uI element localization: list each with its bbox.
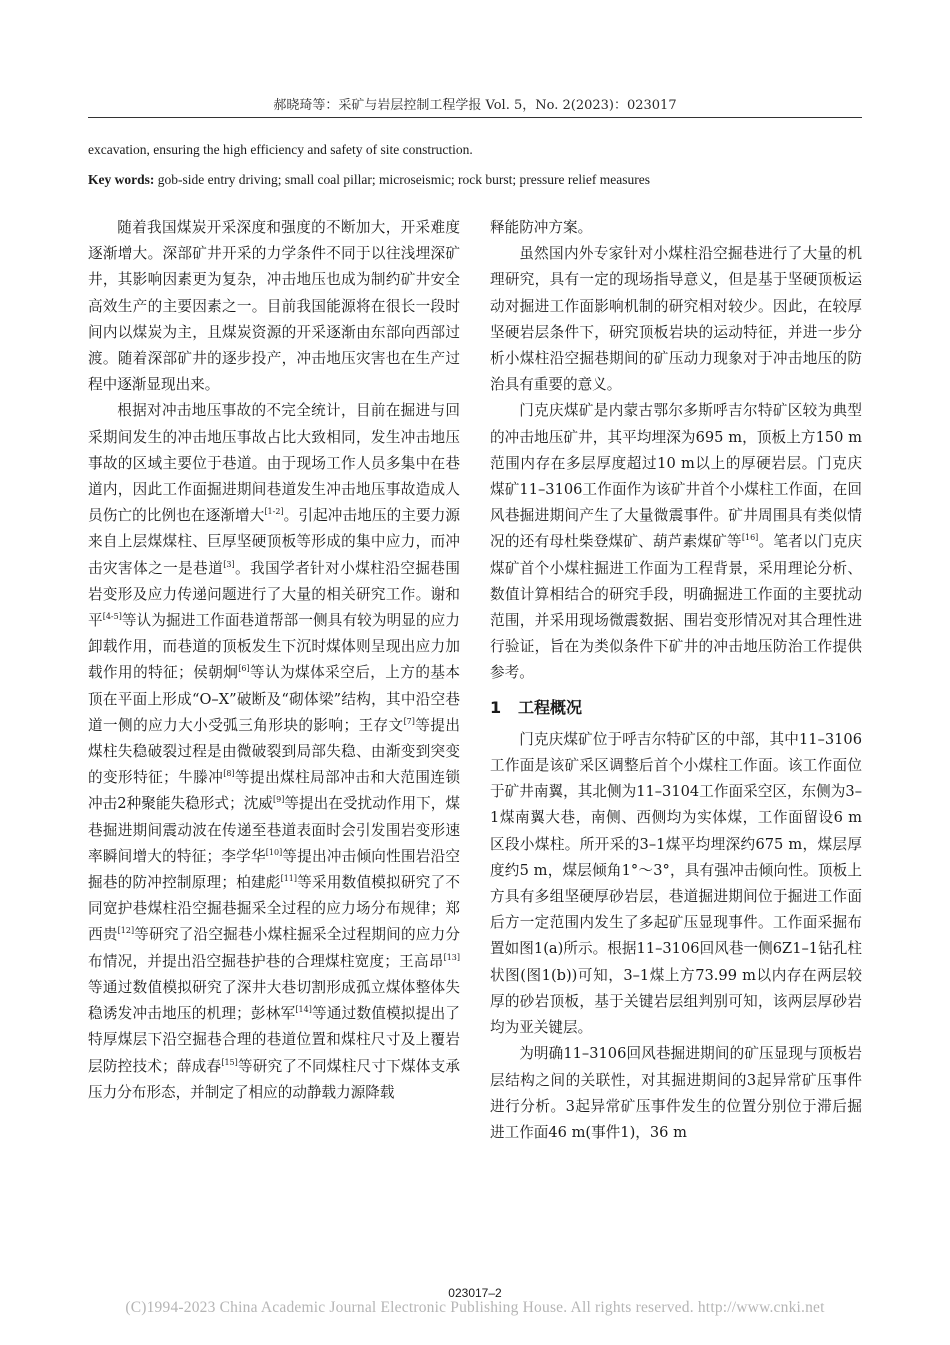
text-run: 等研究了不同煤柱尺寸下煤体支承压力分布形态，并制定了相应的动静载力源降载	[88, 1057, 460, 1101]
text-run: 等通过数值模拟研究了深井大巷切割形成孤立煤体整体失稳诱发冲击地压的机理；彭林军	[88, 978, 460, 1023]
text-run: 门克庆煤矿是内蒙古鄂尔多斯呼吉尔特矿区较为典型的冲击地压矿井，其平均埋深为695 m，顶板上方150 m范围内存在多层厚度超过10 m以上的厚硬岩层。门克庆煤矿11–3106工作面作为该矿井首个小煤柱工作面，在回风巷掘进期间产生了大量微震事件。矿井周围具有类似情况的还有母杜柴登煤矿、葫芦素煤矿等	[490, 402, 862, 551]
citation-ref[interactable]: [14]	[295, 1005, 312, 1015]
text-run: 等认为掘进工作面巷道帮部一侧具有较为明显的应力卸载作用，而巷道的顶板发生下沉时煤体则呈现出应力加载作用的特征；侯朝炯	[88, 612, 460, 682]
text-run: 。引起冲击地压的主要力源来自上层煤煤柱、巨厚坚硬顶板等形成的集中应力，而冲击灾害体之一是巷道	[88, 507, 460, 577]
keywords-label: Key words:	[88, 172, 155, 187]
citation-ref[interactable]: [13]	[443, 952, 460, 962]
abstract-tail: excavation, ensuring the high efficiency and safety of site construction.	[88, 142, 473, 157]
copyright-watermark: (C)1994-2023 China Academic Journal Electronic Publishing House. All rights reserved. http://www.cnki.net	[125, 1299, 825, 1316]
citation-ref[interactable]: [4-5]	[102, 612, 122, 622]
text-run: 等通过数值模拟提出了特厚煤层下沿空掘巷合理的巷道位置和煤柱尺寸及上覆岩层防控技术；薛成春	[88, 1005, 460, 1075]
section-number: 1	[490, 697, 502, 717]
citation-ref[interactable]: [3]	[223, 559, 235, 569]
text-run: 等提出冲击倾向性围岩沿空掘巷的防冲控制原理；柏建彪	[88, 847, 460, 892]
paragraph-section-2: 为明确11–3106回风巷掘进期间的矿压显现与顶板岩层结构之间的关联性，对其掘进期间的3起异常矿压事件进行分析。3起异常矿压事件发生的位置分别位于滞后掘进工作面46 m(事件1)，36 m	[490, 1045, 862, 1141]
text-run: 等提出煤柱失稳破裂过程是由微破裂到局部失稳、由渐变到突变的变形特征；牛滕冲	[88, 716, 460, 787]
text-run: 根据对冲击地压事故的不完全统计，目前在掘进与回采期间发生的冲击地压事故占比大致相同，发生冲击地压事故的区域主要位于巷道。由于现场工作人员多集中在巷道内，因此工作面掘进期间巷道发生冲击地压事故造成人员伤亡的比例也在逐渐增大	[88, 402, 460, 525]
citation-ref[interactable]: [7]	[403, 717, 415, 726]
citation-ref[interactable]: [6]	[238, 664, 250, 674]
section-title: 工程概况	[518, 697, 583, 717]
text-run: 等提出在受扰动作用下，煤巷掘进期间震动波在传递至巷道表面时会引发围岩变形速率瞬间增大的特征；李学华	[88, 795, 460, 865]
section-heading	[490, 695, 862, 721]
left-column	[88, 215, 460, 1106]
paragraph-intro-3: 虽然国内外专家针对小煤柱沿空掘巷进行了大量的机理研究，具有一定的现场指导意义，但是基于坚硬顶板运动对掘进工作面影响机制的研究相对较少。因此，在较厚坚硬岩层条件下，研究顶板岩块的运动特征，并进一步分析小煤柱沿空掘巷期间的矿压动力现象对于冲击地压的防治具有重要的意义。	[490, 245, 862, 394]
running-header: 郝晓琦等：采矿与岩层控制工程学报 Vol. 5，No. 2(2023)：023017	[273, 98, 677, 113]
text-run: 等提出煤柱局部冲击和大范围连锁冲击2种聚能失稳形式；沈威	[88, 769, 460, 813]
citation-ref[interactable]: [1-2]	[264, 507, 284, 517]
paragraph-intro-1: 随着我国煤炭开采深度和强度的不断加大，开采难度逐渐增大。深部矿井开采的力学条件不同于以往浅埋深矿井，其影响因素更为复杂，冲击地压也成为制约矿井安全高效生产的主要因素之一。目前我国能源将在很长一段时间内以煤炭为主，且煤炭资源的开采逐渐由东部向西部过渡。随着深部矿井的逐步投产，冲击地压灾害也在生产过程中逐渐显现出来。	[88, 219, 460, 394]
text-run: 。笔者以门克庆煤矿首个小煤柱掘进工作面为工程背景，采用理论分析、数值计算相结合的研究手段，明确掘进工作面的主要扰动范围，并采用现场微震数据、围岩变形情况对其合理性进行验证，旨在为类似条件下矿井的冲击地压防治工作提供参考。	[490, 533, 862, 682]
citation-ref[interactable]: [15]	[221, 1057, 238, 1067]
header-divider	[88, 117, 862, 118]
keywords-text: gob-side entry driving; small coal pillar; microseismic; rock burst; pressure relief measures	[157, 172, 650, 187]
text-run: 等研究了沿空掘巷小煤柱掘采全过程期间的应力分布情况，并提出沿空掘巷护巷的合理煤柱宽度；王高昂	[88, 926, 460, 970]
citation-ref[interactable]: [9]	[272, 795, 285, 805]
text-run: 。我国学者针对小煤柱沿空掘巷围岩变形及应力传递问题进行了大量的相关研究工作。谢和平	[88, 559, 460, 630]
paragraph-intro-2	[88, 398, 460, 1105]
text-run: 等认为煤体采空后，上方的基本顶在平面上形成“O–X”破断及“砌体梁”结构，其中沿空巷道一侧的应力大小受弧三角形块的影响；王存文	[88, 664, 460, 734]
paragraph-continued: 释能防冲方案。	[490, 219, 593, 236]
paragraph-intro-4	[490, 398, 862, 686]
right-column	[490, 215, 862, 1146]
citation-ref[interactable]: [12]	[117, 926, 135, 936]
keywords-line	[88, 172, 650, 188]
citation-ref[interactable]: [8]	[223, 769, 235, 779]
citation-ref[interactable]: [10]	[265, 848, 283, 858]
citation-ref[interactable]: [16]	[741, 533, 759, 543]
page-number: 023017–2	[448, 1286, 502, 1300]
paragraph-section-1: 门克庆煤矿位于呼吉尔特矿区的中部，其中11–3106工作面是该矿采区调整后首个小煤柱工作面。该工作面位于矿井南翼，其北侧为11–3104工作面采空区，东侧为3–1煤南翼大巷，南侧、西侧均为实体煤，工作面留设6 m区段小煤柱。所开采的3–1煤平均埋深约675 m，煤层厚度约5 m，煤层倾角1°～3°，具有强冲击倾向性。顶板上方具有多组坚硬厚砂岩层，巷道掘进期间位于掘进工作面后方一定范围内发生了多起矿压显现事件。工作面采掘布置如图1(a)所示。根据11–3106回风巷一侧6Z1–1钻孔柱状图(图1(b))可知，3–1煤上方73.99 m以内存在两层较厚的砂岩顶板，基于关键岩层组判别可知，该两层厚砂岩均为亚关键层。	[490, 730, 862, 1037]
text-run: 等采用数值模拟研究了不同宽护巷煤柱沿空掘巷掘采全过程的应力场分布规律；郑西贵	[88, 874, 460, 944]
citation-ref[interactable]: [11]	[280, 874, 298, 884]
